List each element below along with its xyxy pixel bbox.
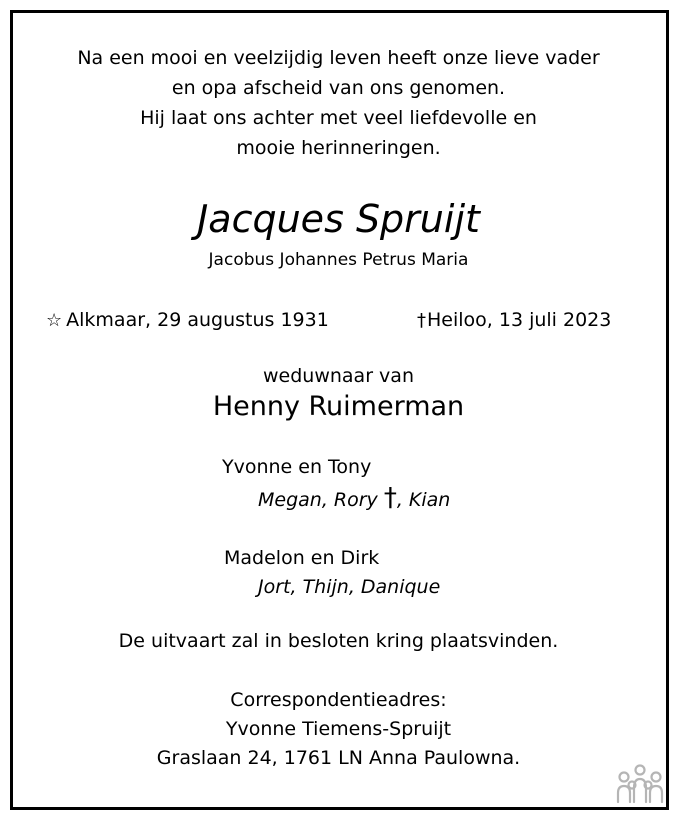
correspondence-address: Graslaan 24, 1761 LN Anna Paulowna. bbox=[156, 747, 521, 769]
spouse-name: Henny Ruimerman bbox=[212, 391, 465, 422]
star-icon: ☆ bbox=[46, 310, 63, 331]
family-2-children: Jort, Thijn, Danique bbox=[258, 576, 441, 598]
intro-line-3: Hij laat ons achter met veel liefdevolle en bbox=[140, 107, 537, 129]
family-logo-icon bbox=[614, 762, 666, 804]
intro-line-2: en opa afscheid van ons genomen. bbox=[171, 77, 506, 99]
correspondence-name: Yvonne Tiemens-Spruijt bbox=[225, 718, 452, 740]
birth-info bbox=[46, 308, 329, 333]
cross-icon: † bbox=[417, 310, 426, 331]
family-2-parents: Madelon en Dirk bbox=[224, 547, 380, 569]
spouse-relation: weduwnaar van bbox=[263, 365, 414, 387]
intro-line-1: Na een mooi en veelzijdig leven heeft onze lieve vader bbox=[77, 47, 600, 69]
funeral-note: De uitvaart zal in besloten kring plaatsvinden. bbox=[118, 630, 559, 652]
deceased-full-name: Jacobus Johannes Petrus Maria bbox=[208, 250, 469, 270]
cross-icon: † bbox=[383, 483, 397, 513]
death-info bbox=[417, 308, 611, 333]
family-1-children-part1: Megan, Rory bbox=[258, 489, 378, 511]
family-1-children bbox=[258, 483, 451, 513]
correspondence-label: Correspondentieadres: bbox=[230, 689, 447, 711]
birth-text: Alkmaar, 29 augustus 1931 bbox=[66, 309, 329, 331]
intro-line-4: mooie herinneringen. bbox=[236, 137, 441, 159]
deceased-name: Jacques Spruijt bbox=[197, 197, 480, 241]
family-1-parents: Yvonne en Tony bbox=[222, 456, 372, 478]
death-text: Heiloo, 13 juli 2023 bbox=[427, 309, 612, 331]
family-1-children-part2: , Kian bbox=[396, 489, 451, 511]
